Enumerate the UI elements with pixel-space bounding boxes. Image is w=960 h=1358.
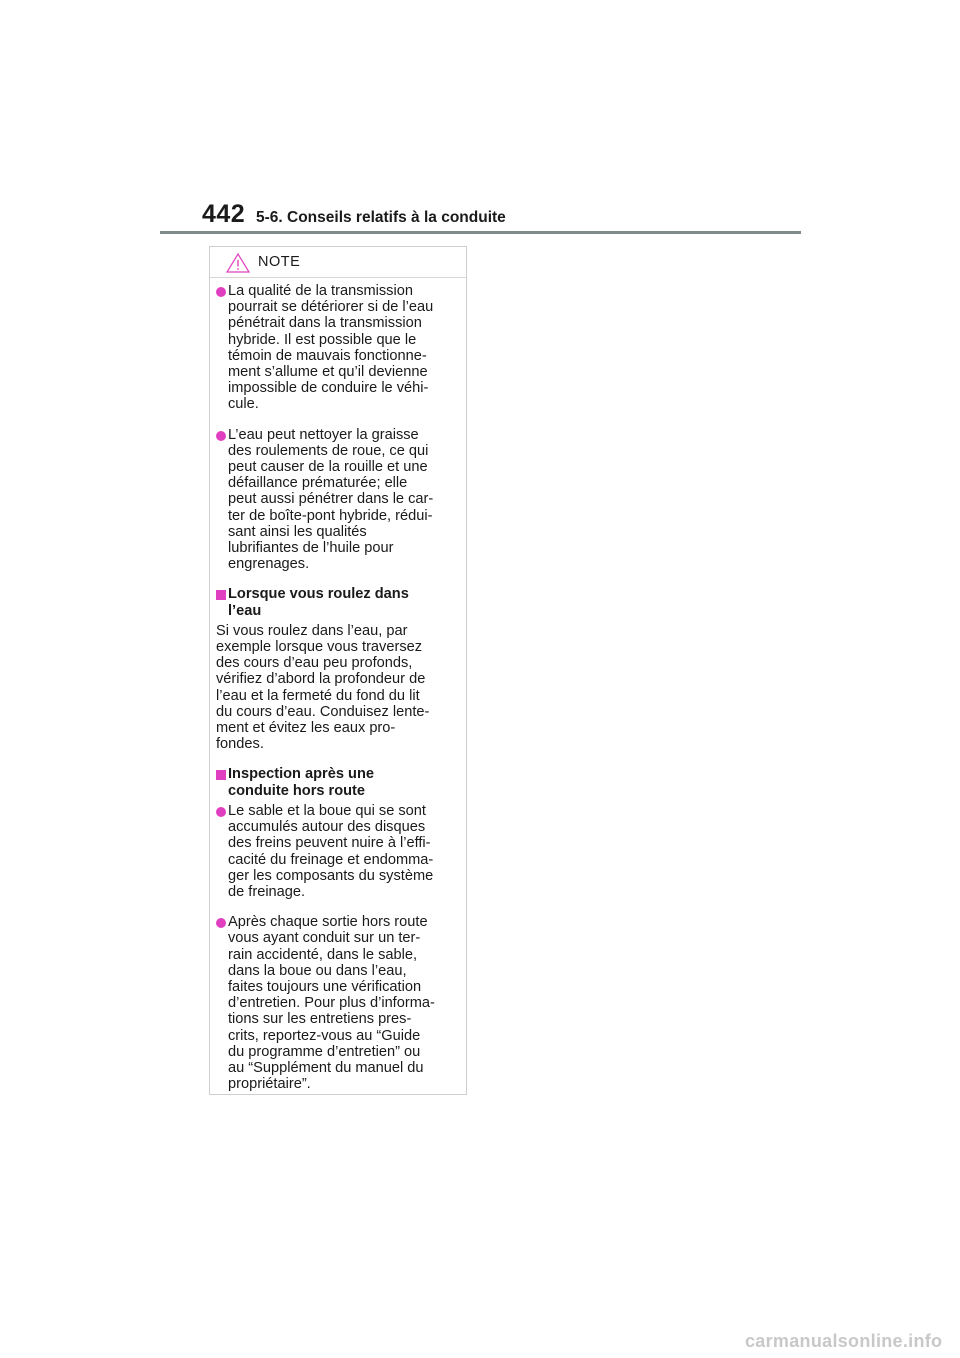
page-header — [0, 0, 960, 240]
section-heading — [216, 586, 466, 618]
note-header — [210, 247, 466, 278]
bullet-dot-icon — [216, 287, 226, 297]
list-item — [216, 283, 466, 413]
section-title: 5-6. Conseils relatifs à la conduite — [256, 209, 506, 226]
warning-triangle-icon — [226, 253, 250, 273]
bullet-text: La qualité de la transmission pourrait se détériorer si de l’eau pénétrait dans la transmission hybride. Il est possible que le témoin de mauvais fonctionne- ment s’allume et qu’il devienne impossible de conduire le véhi- cule. — [228, 283, 434, 413]
page-number: 442 — [202, 200, 246, 228]
bullet-dot-icon — [216, 807, 226, 817]
heading-text: Inspection après une conduite hors route — [228, 766, 374, 799]
heading-text: Lorsque vous roulez dans l’eau — [228, 586, 409, 619]
list-item — [216, 427, 466, 573]
heading-square-icon — [216, 770, 226, 780]
list-item — [216, 803, 466, 900]
bullet-text: Après chaque sortie hors route vous ayant conduit sur un ter- rain accidenté, dans le sable, dans la boue ou dans l’eau, faites toujours une vérification d’entretien. Pour plus d’informa- tions sur les entretiens pres- crits, reportez-vous au “Guide du programme d’entretien” ou au “Supplément du manuel du propriétaire”. — [228, 914, 435, 1093]
note-label: NOTE — [258, 254, 301, 270]
paragraph: Si vous roulez dans l’eau, par exemple lorsque vous traversez des cours d’eau peu profonds, vérifiez d’abord la profondeur de l’eau et la fermeté du fond du lit du cours d’eau. Conduisez lente- ment et évitez les eaux pro- fondes. — [216, 622, 430, 753]
bullet-text: Le sable et la boue qui se sont accumulés autour des disques des freins peuvent nuire à l’effi- cacité du freinage et endomma- ger les composants du système de freinage. — [228, 802, 434, 900]
watermark: carmanualsonline.info — [745, 1331, 943, 1351]
bullet-text: L’eau peut nettoyer la graisse des roulements de roue, ce qui peut causer de la rouille et une défaillance prématurée; elle peut aussi pénétrer dans le car- ter de boîte-pont hybride, rédui- sant ainsi les qualités lubrifiantes de l’huile pour engrenages. — [228, 426, 434, 573]
heading-square-icon — [216, 590, 226, 600]
header-divider — [160, 231, 801, 234]
list-item — [216, 914, 466, 1092]
note-box — [209, 246, 467, 1095]
bullet-dot-icon — [216, 918, 226, 928]
note-content — [210, 278, 466, 1092]
section-heading — [216, 766, 466, 798]
bullet-dot-icon — [216, 431, 226, 441]
